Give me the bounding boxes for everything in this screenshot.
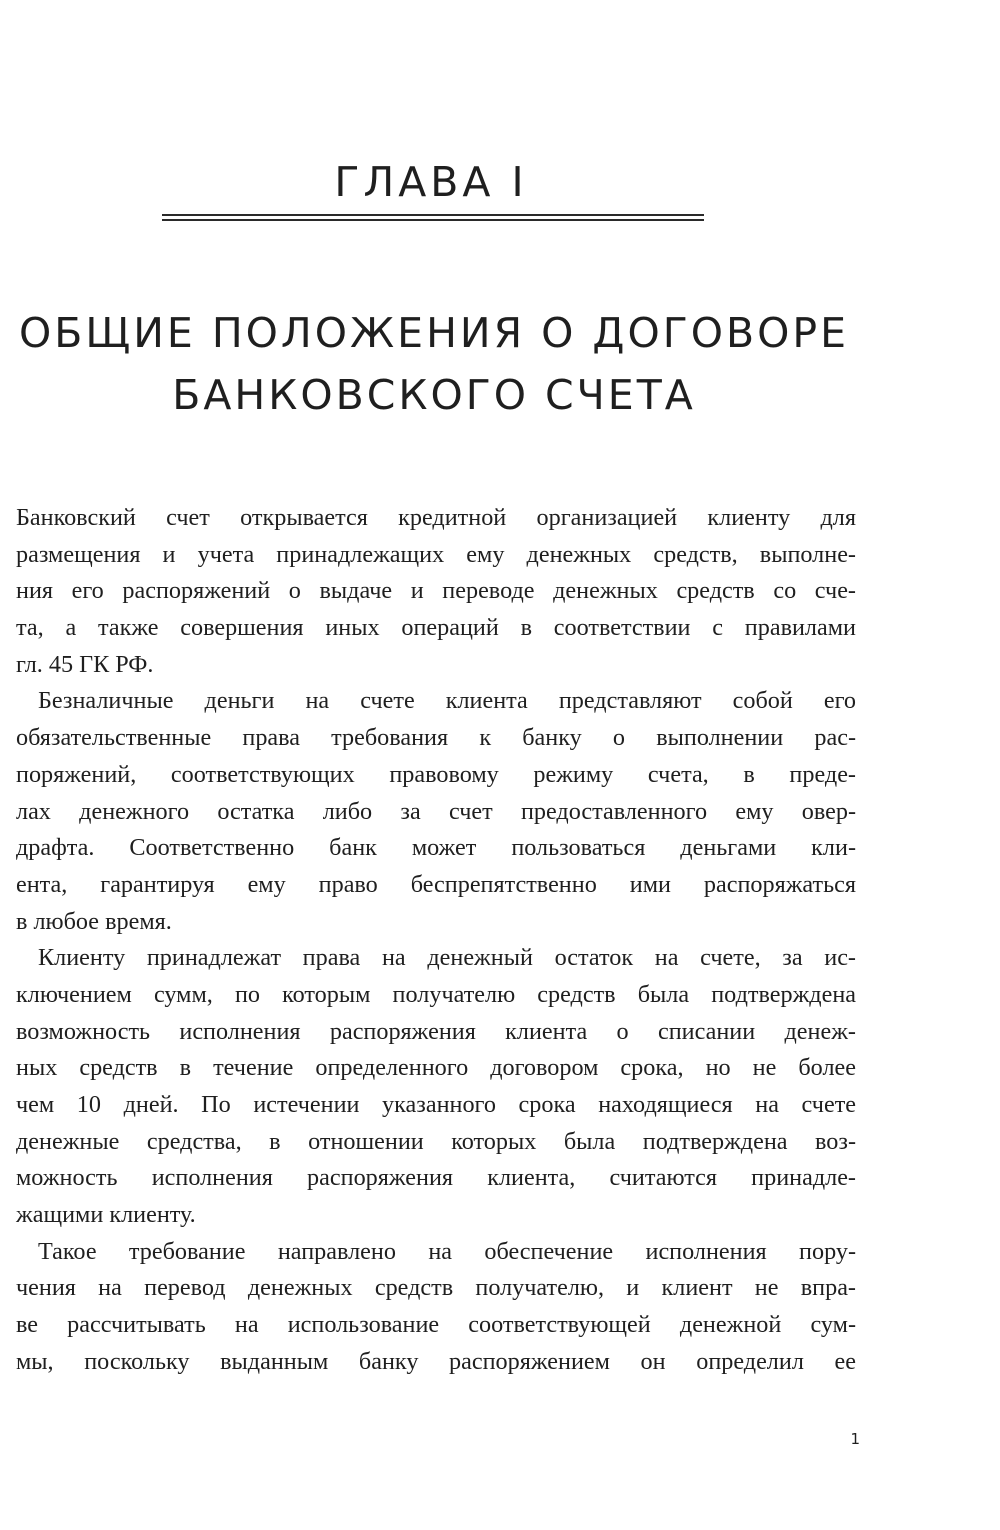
text-line: возможность исполнения распоряжения клиента о списании денеж- <box>16 1017 856 1045</box>
paragraph <box>16 500 856 683</box>
chapter-title-line: БАНКОВСКОГО СЧЕТА <box>172 371 696 419</box>
text-line: Такое требование направлено на обеспечение исполнения пору- <box>38 1237 856 1265</box>
text-line: ключением сумм, по которым получателю средств была подтверждена <box>16 980 856 1008</box>
text-line: можность исполнения распоряжения клиента, считаются принадле- <box>16 1164 856 1192</box>
paragraph <box>16 1234 856 1381</box>
paragraph <box>16 683 856 940</box>
chapter-title <box>0 302 868 426</box>
text-line: чения на перевод денежных средств получателю, и клиент не впра- <box>16 1274 856 1302</box>
text-line: чем 10 дней. По истечении указанного срока находящиеся на счете <box>16 1091 856 1118</box>
text-line: мы, поскольку выданным банку распоряжением он определил ее <box>16 1347 856 1375</box>
text-line: ных средств в течение определенного договором срока, но не более <box>16 1054 856 1082</box>
text-line: денежные средства, в отношении которых была подтверждена воз- <box>16 1127 856 1155</box>
text-line: та, а также совершения иных операций в соответствии с правилами <box>16 614 856 642</box>
text-line: поряжений, соответствующих правовому режиму счета, в преде- <box>16 760 856 788</box>
chapter-divider <box>162 214 704 221</box>
text-line: жащими клиенту. <box>16 1201 196 1229</box>
paragraph <box>16 940 856 1234</box>
text-line: Клиенту принадлежат права на денежный остаток на счете, за ис- <box>38 944 856 972</box>
body-text <box>16 500 856 1381</box>
text-line: лах денежного остатка либо за счет предоставленного ему овер- <box>16 797 856 825</box>
text-line: Банковский счет открывается кредитной организацией клиенту для <box>16 504 856 531</box>
text-line: в любое время. <box>16 907 172 935</box>
text-line: ента, гарантируя ему право беспрепятственно ими распоряжаться <box>16 870 856 898</box>
text-line: размещения и учета принадлежащих ему денежных средств, выполне- <box>16 540 856 568</box>
text-line: ния его распоряжений о выдаче и переводе денежных средств со сче- <box>16 577 856 605</box>
text-line: драфта. Соответственно банк может пользоваться деньгами кли- <box>16 834 856 862</box>
text-line: обязательственные права требования к банку о выполнении рас- <box>16 724 856 752</box>
chapter-label: ГЛАВА I <box>334 158 528 206</box>
page-number: 1 <box>850 1430 860 1448</box>
chapter-title-line: ОБЩИЕ ПОЛОЖЕНИЯ О ДОГОВОРЕ <box>18 309 850 357</box>
text-line: ве рассчитывать на использование соответствующей денежной сум- <box>16 1311 856 1339</box>
text-line: гл. 45 ГК РФ. <box>16 650 154 678</box>
text-line: Безналичные деньги на счете клиента представляют собой его <box>38 687 856 715</box>
